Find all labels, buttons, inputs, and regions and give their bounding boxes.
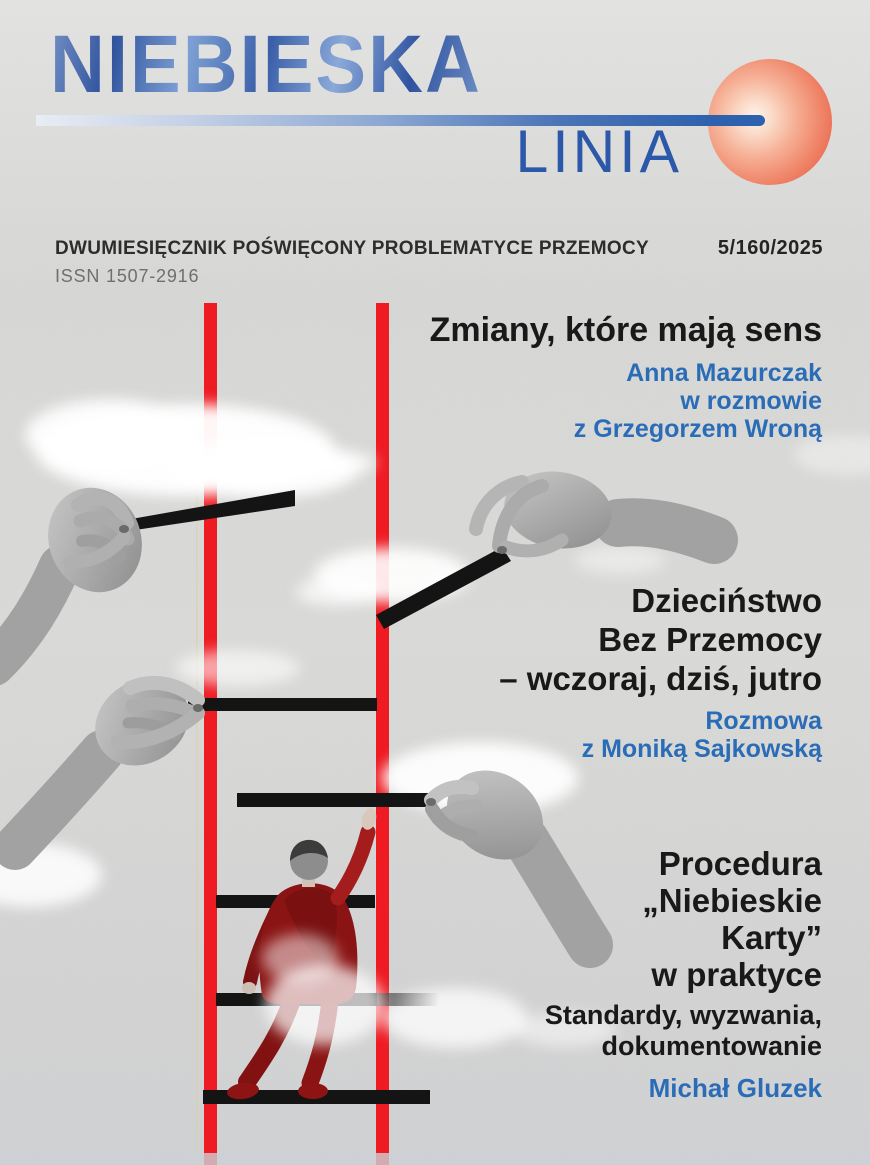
tagline-row	[55, 237, 823, 260]
magazine-title-line2: LINIA	[515, 117, 683, 186]
article-2-title: Dzieciństwo Bez Przemocy – wczoraj, dziś, jutro	[499, 582, 822, 697]
article-1-title: Zmiany, które mają sens	[429, 311, 822, 349]
bottom-edge-strip	[0, 1153, 870, 1165]
article-3-subtitle: Standardy, wyzwania, dokumentowanie	[544, 1000, 822, 1061]
rung-2	[237, 793, 437, 807]
rung-1	[188, 698, 377, 711]
magazine-title-line1: NIEBIESKA	[50, 18, 482, 111]
article-1	[430, 310, 822, 443]
article-3-title: Procedura „Niebieskie Karty” w praktyce	[642, 845, 822, 993]
article-2	[499, 581, 822, 763]
issn-number: ISSN 1507-2916	[55, 266, 200, 286]
article-2-credit: Rozmowa z Moniką Sajkowską	[581, 707, 822, 763]
issue-number: 5/160/2025	[717, 237, 823, 259]
magazine-tagline: DWUMIESIĘCZNIK POŚWIĘCONY PROBLEMATYCE PRZEMOCY	[55, 238, 649, 259]
article-3-credit: Michał Gluzek	[648, 1073, 822, 1103]
article-3	[545, 845, 822, 1102]
article-1-credit: Anna Mazurczak w rozmowie z Grzegorzem Wroną	[573, 359, 822, 443]
